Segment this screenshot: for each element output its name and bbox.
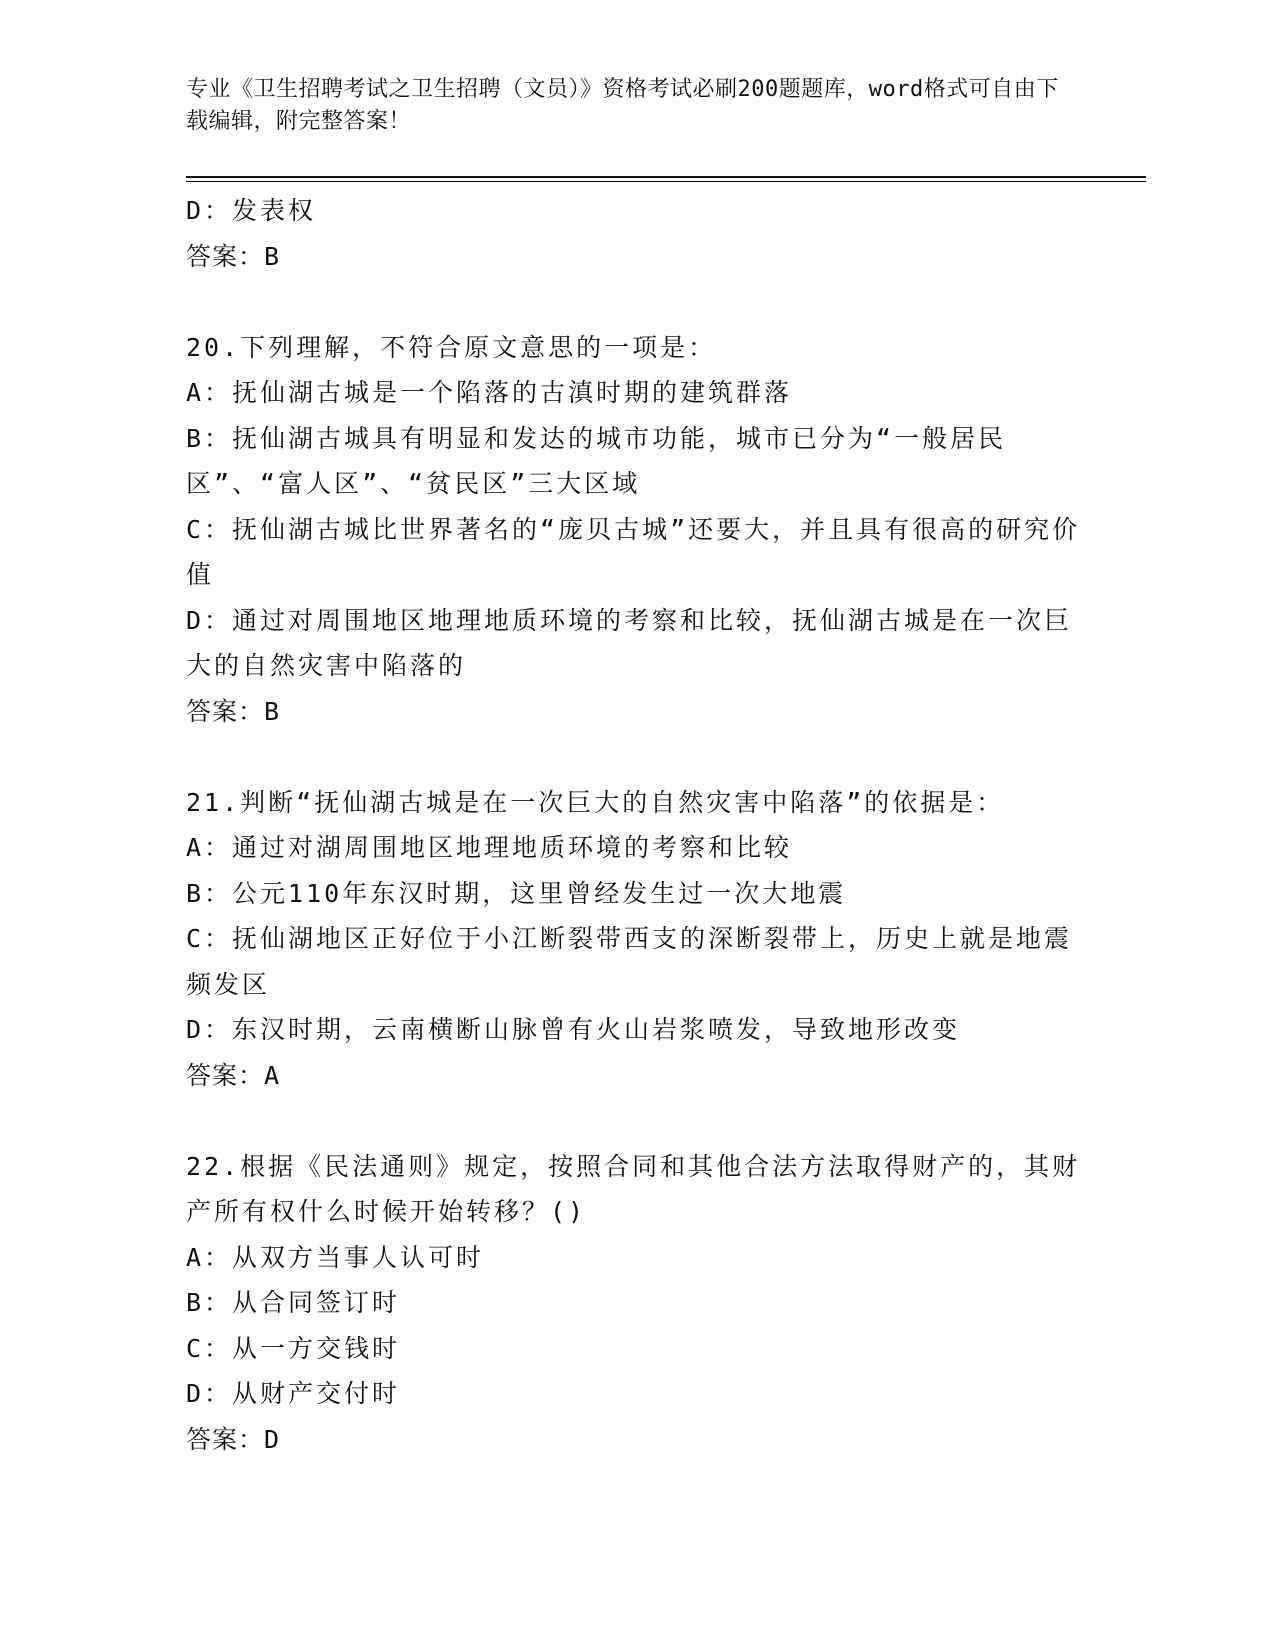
- page-header: [186, 74, 1066, 138]
- question-list: [186, 188, 1086, 1462]
- option-c: C：抚仙湖地区正好位于小江断裂带西支的深断裂带上，历史上就是地震频发区: [186, 924, 1073, 999]
- answer-value: A: [264, 1060, 281, 1090]
- answer-value: B: [264, 241, 281, 271]
- header-title: 专业《卫生招聘考试之卫生招聘（文员）》资格考试必刷200题题库，word格式可自由下载编辑，附完整答案！: [186, 77, 1059, 134]
- answer-label: 答案：: [186, 1060, 265, 1090]
- answer: [186, 1417, 1086, 1463]
- option-b: B：从合同签订时: [186, 1288, 401, 1317]
- spacer: [186, 279, 1086, 325]
- question-22: [186, 1144, 1086, 1463]
- spacer: [186, 734, 1086, 780]
- option-a: A：从双方当事人认可时: [186, 1242, 485, 1272]
- answer-label: 答案：: [186, 241, 265, 271]
- header-rule-thin: [186, 181, 1146, 182]
- option-a: A：抚仙湖古城是一个陷落的古滇时期的建筑群落: [186, 378, 793, 407]
- question-21: [186, 780, 1086, 1099]
- prev-option-d: D：发表权: [186, 196, 317, 225]
- spacer: [186, 1098, 1086, 1144]
- answer-label: 答案：: [186, 1424, 265, 1454]
- answer: [186, 689, 1086, 735]
- prev-answer: [186, 234, 1086, 280]
- option-a: A：通过对湖周围地区地理地质环境的考察和比较: [186, 833, 793, 862]
- question-stem: 20.下列理解，不符合原文意思的一项是：: [186, 332, 717, 362]
- option-c: C：抚仙湖古城比世界著名的“庞贝古城”还要大，并且具有很高的研究价值: [186, 514, 1081, 589]
- answer-value: D: [264, 1424, 281, 1454]
- option-d: D：从财产交付时: [186, 1379, 401, 1408]
- question-stem: 22.根据《民法通则》规定，按照合同和其他合法方法取得财产的，其财产所有权什么时候开始转移？(): [186, 1151, 1081, 1226]
- option-d: D：通过对周围地区地理地质环境的考察和比较，抚仙湖古城是在一次巨大的自然灾害中陷落的: [186, 605, 1073, 680]
- question-20: [186, 325, 1086, 735]
- option-c: C：从一方交钱时: [186, 1333, 401, 1363]
- header-rule-thick: [186, 176, 1146, 178]
- answer-value: B: [264, 696, 281, 726]
- option-b: B：公元110年东汉时期，这里曾经发生过一次大地震: [186, 878, 847, 908]
- option-d: D：东汉时期，云南横断山脉曾有火山岩浆喷发，导致地形改变: [186, 1015, 961, 1044]
- option-b: B：抚仙湖古城具有明显和发达的城市功能，城市已分为“一般居民区”、“富人区”、“贫民区”三大区域: [186, 423, 1007, 498]
- answer-label: 答案：: [186, 696, 265, 726]
- question-stem: 21.判断“抚仙湖古城是在一次巨大的自然灾害中陷落”的依据是：: [186, 787, 1005, 817]
- answer: [186, 1053, 1086, 1099]
